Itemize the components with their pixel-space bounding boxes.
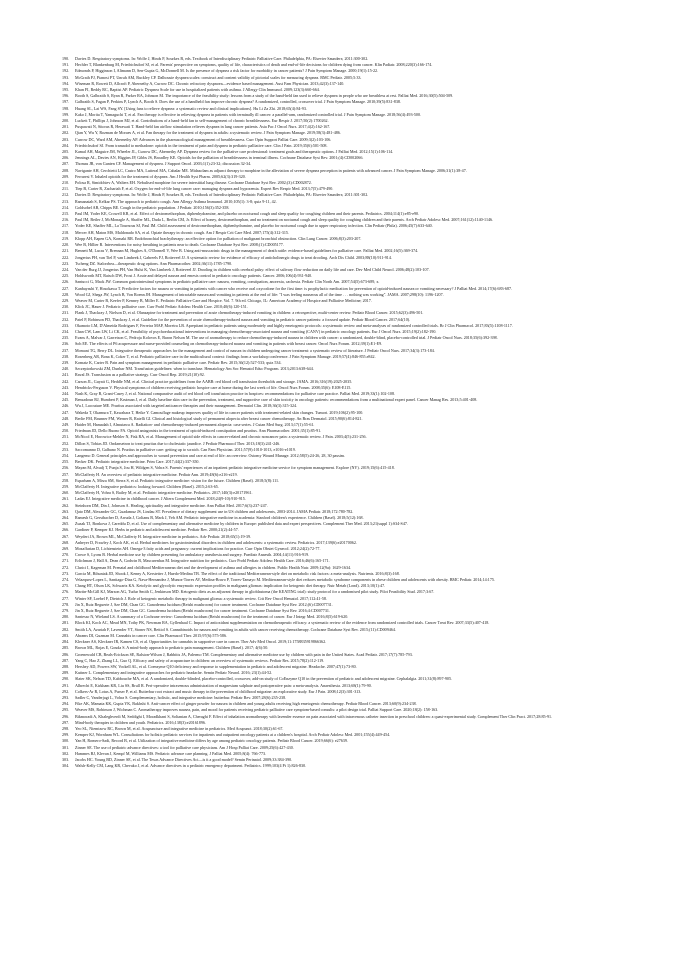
reference-text: Yan H, Romero-Sadi, Record B, et al. Utilization of integrative medicine differs by age among pediatric oncology patients. Pediatr Blood Cancer. 2019;66(6): e27639. xyxy=(75,738,348,744)
reference-number: 256. xyxy=(62,465,70,471)
reference-text: Garcia M, Bihuniak JD, Shook J, Kenny A, Kerstetter J, Huedo-Medina TB. The effect of the traditional Mediterranean-style diet on metabolic risk factors: a meta-analysis. Nutrients. 2016;8(3):168. xyxy=(75,570,400,576)
reference-text: Slater SK, Nelson TD, Kabbouche MA, et al. A randomized, double-blinded, placebo-controlled, crossover, add-on study of CoEnzyme Q10 in the prevention of pediatric and adolescent migraine. Cephalalgia. 2011;31(8):897-905. xyxy=(75,676,453,682)
reference-text: Bensadoun RJ, Humbert P, Krutman J, et al. Daily baseline skin care in the prevention, treatment, and supportive care of skin toxicity in oncology patients: recommendations from a multinational expert panel. Cancer Manag Res. 2013;5:401-408. xyxy=(75,397,478,403)
reference-text: Evans A, Malvar J, Garretson C, Pedroja Kolovos E, Baron Nelson M. The use of aromatherapy to reduce chemotherapy-induced nausea in children with cancer: a randomized, double-blind, placebo-controlled trial. J Pediatr Oncol Nurs. 2018;35(6):392-398. xyxy=(75,335,498,341)
reference-number: 272. xyxy=(62,564,70,570)
reference-number: 195. xyxy=(62,87,70,93)
reference-number: 209. xyxy=(62,173,70,179)
reference-number: 280. xyxy=(62,614,70,620)
reference-number: 224. xyxy=(62,266,70,272)
reference-number: 257. xyxy=(62,471,70,477)
reference-number: 211. xyxy=(62,186,70,192)
reference-text: Wakeda T, Okamura T, Kawahara T, Heike Y. Camouflage makeup improves quality of life in cancer patients with treatment-related skin changes. Tumori. 2019;106(2):95-100. xyxy=(75,409,364,415)
reference-text: Colkers-Ar R, Lotus A, Purser P, et al. Butterbur root extract and music therapy in the prevention of childhood migraine: an explorative study. Eur J Pain. 2008;12(3):301-313. xyxy=(75,688,362,694)
reference-number: 276. xyxy=(62,589,70,595)
reference-text: Paul IM, Yoder KE, Crowell KR, et al. Effect of dextromethorphan, diphenhydramine, and placebo on nocturnal cough and sleep quality for coughing children and their parents. Pediatrics. 2004;114(1):e85-e90. xyxy=(75,211,420,217)
reference-text: Flank J, Thackray J, Nielson D, et al. Olanzapine for treatment and prevention of acute chemotherapy-induced vomiting in children: a retrospective, multi-center review. Pediatr Blood Cancer. 2015;62(3):496-501. xyxy=(75,310,424,316)
reference-text: McGrath PJ, Pianosi PT, Unruh AM, Buckley CP. Dalhousie dyspnea scales: construct and content validity of pictorial scales for measuring dyspnea. BMC Pediatr. 2005;5:33. xyxy=(75,74,362,80)
reference-number: 225. xyxy=(62,273,70,279)
reference-text: Hershey AD, Powers SW, Vockell AL, et al. Coenzyme Q10 deficiency and response to supplementation in pediatric and adolescent migraine. Headache. 2007;47(1):73-80. xyxy=(75,663,357,669)
reference-text: Ferraresi V. Inhaled opioids for the treatment of dyspnea. Am J Health Syst Pharm. 2005;62(3):319-320. xyxy=(75,173,246,179)
reference-number: 283. xyxy=(62,632,70,638)
reference-text: McClafferty H. Integrative pediatrics: looking forward. Children (Basel). 2015;2:63-65. xyxy=(75,484,219,490)
reference-text: Thomas JR, von Gunten CF. Management of dyspnea. J Support Oncol. 2003;1(1):23-32; discussion 32-34. xyxy=(75,161,252,167)
reference-number: 255. xyxy=(62,459,70,465)
reference-text: Martin-McGill KJ, Marson AG, Tudur Smith C, Jenkinson MD. Ketogenic diets as an adjuvant therapy in glioblastoma (the KEATING trial): study protocol for a randomised pilot study. Pilot Feasibility Stud. 2017;3:67. xyxy=(75,589,435,595)
reference-text: Dillon S, Tobias JD. Ondansetron to treat pruritus due to cholestatic jaundice. J Pediatr Pharmacol Ther. 2013;18(3):241-246. xyxy=(75,440,281,446)
reference-text: Huang SL, Lai WS, Fang SY. [Using fans to relieve dyspnea: a systematic review and clinical implications]. Hu Li Za Zhi. 2018;65(4):84-93. xyxy=(75,105,307,111)
reference-text: Rosenberg AR, Bona K, Coker T, et al. Pediatric palliative care in the multicultural context: findings from a workshop conference. J Pain Symptom Manage. 2019;57(4):846-855.e842. xyxy=(75,353,376,359)
reference-number: 264. xyxy=(62,515,70,521)
reference-number: 271. xyxy=(62,558,70,564)
reference-text: Groenewald CB, Beals-Erickson SE, Ralston-Wilson J, Rabbitts JA, Palermo TM. Complementary and alternative medicine use by children with pain in the United States. Acad Pediatr. 2017;17(7):785-793. xyxy=(75,651,413,657)
reference-text: Haider M, Hamadah I, Almutawa A. Radiation- and chemotherapy-induced permanent alopecia: case series. J Cutan Med Surg. 2013;17(1):55-61. xyxy=(75,421,315,427)
reference-number: 192. xyxy=(62,68,70,74)
reference-text: Mind-body therapies in children and youth. Pediatrics. 2016;138(3):e20161896. xyxy=(75,719,206,725)
reference-text: Jin X, Ruiz Beguerie J, Sze DM, Chan GC. Ganoderma lucidum (Reishi mushroom) for cancer treatment. Cochrane Database Syst Rev. 2016;4:CD007731. xyxy=(75,608,330,614)
reference-number: 223. xyxy=(62,260,70,266)
reference-text: Esparham A, Misra SM, Sierra S, et al. Pediatric integrative medicine: vision for the future. Children (Basel). 2018;5(8):111. xyxy=(75,477,280,483)
reference-number: 238. xyxy=(62,353,70,359)
reference-text: Klopp AH, Eapen GA, Komaki RR. Endobronchial brachytherapy: an effective option for palliation of malignant bronchial obstruction. Clin Lung Cancer. 2006;8(3):203-207. xyxy=(75,235,362,241)
reference-number: 191. xyxy=(62,62,70,68)
reference-number: 200. xyxy=(62,118,70,124)
reference-number: 253. xyxy=(62,446,70,452)
reference-number: 198. xyxy=(62,105,70,111)
reference-text: Yoder KE, Shaffer ML, La Tournous SJ, Paul IM. Child assessment of dextromethorphan, diphenhydramine, and placebo for nocturnal cough due to upper respiratory infection. Clin Pediatr (Phila). 2006;45(7):633-640. xyxy=(75,223,433,229)
reference-text: Becker DK. Pediatric integrative medicine. Prim Care. 2017;44(2):337-350. xyxy=(75,459,200,465)
reference-text: Mercer AH, Maton MS, Maldonado SA, et al. Opiate therapy in chronic cough. Am J Respir Crit Care Med. 2007;175(4):312-315. xyxy=(75,229,289,235)
reference-text: Kuttner L. Complementary and integrative approaches for pediatric headache. Semin Pediatr Neurol. 2016; 23(1):44-52. xyxy=(75,670,273,676)
reference-text: Davies D. Respiratory symptoms. In: Wolfe J, Hinds P, Sourkes B, eds. Textbook of Interdisciplinary Pediatric Palliative Care. Philadelphia, PA: Elsevier Saunders; 2011:301-302. xyxy=(75,192,369,198)
reference-number: 212. xyxy=(62,192,70,198)
reference-text: Winter SF, Loebel F, Dietrich J. Role of ketogenic metabolic therapy in malignant glioma: a systematic review. Crit Rev Oncol Hematol. 2017;112:41-58. xyxy=(75,595,327,601)
reference-number: 274. xyxy=(62,577,70,583)
reference-text: Santucci G, Mack JW. Common gastrointestinal symptoms in pediatric palliative care: nausea, vomiting, constipation, anorexia, cachexia. Pediatr Clin North Am. 2007;54(5):673-689, x. xyxy=(75,279,380,285)
reference-number: 277. xyxy=(62,595,70,601)
reference-text: Ramesh G, Gerstbacher D, Arruda J, Golianu B, Mark J, Yeh AM. Pediatric integrative medicine in academia: Stanford children's experience. Children (Basel). 2018;5(12):168. xyxy=(75,515,364,521)
reference-number: 240. xyxy=(62,366,70,372)
reference-text: Jacobs HC. Young BD, Zinner SE, et al. The Texas Advance Directives Act—is it a good model? Semin Perinatol. 2009;33:384-390. xyxy=(75,756,293,762)
reference-number: 296. xyxy=(62,713,70,719)
reference-number: 222. xyxy=(62,254,70,260)
reference-number: 254. xyxy=(62,453,70,458)
reference-text: Patel P, Robinson PD, Thackray J, et al. Guideline for the prevention of acute chemotherapy-induced nausea and vomiting in pediatric cancer patients: a focused update. Pediatr Blood Cancer. 2017;64(10). xyxy=(75,316,411,322)
reference-number: 245. xyxy=(62,397,70,403)
reference-number: 261. xyxy=(62,496,70,502)
reference-number: 243. xyxy=(62,384,70,390)
reference-text: Davies D. Respiratory symptoms. In: Wolfe J, Hinds P, Sourkes B, eds. Textbook of Interdisciplinary Pediatric Palliative Care. Philadelphia, PA: Elsevier Saunders; 2011:300-302. xyxy=(75,56,369,61)
reference-text: Weaver M, Carter B, Keefer P, Kenney B, Miller E. Pediatric Palliative Care and Hospice. Vol. 7. 9th ed. Chicago, IL: American Academy of Hospice and Palliative Medicine; 2017. xyxy=(75,297,372,303)
reference-text: Wu J, Lacouture ME. Pruritus associated with targeted anticancer therapies and their management. Dermatol Clin. 2018;36(3):315-324. xyxy=(75,403,298,409)
reference-text: Mayan M, Alvadj T, Punja S, Jou H, Wildgen S, Vohra S. Parents' experiences of an inpatient pediatric integrative medicine service for symptom management. Explore (NY). 2019;15(6):415-418. xyxy=(75,465,395,471)
reference-number: 235. xyxy=(62,335,70,341)
reference-number: 239. xyxy=(62,359,70,365)
reference-text: Zuzak TJ, Bonkova J, Careddu D, et al. Use of complementary and alternative medicine by children in Europe: published data and expert perspectives. Complement Ther Med. 2013;21(suppl 1):S34-S47. xyxy=(75,521,408,527)
reference-number: 221. xyxy=(62,248,70,254)
reference-text: Fike AK, Mamata KK, Gupta YK, Bakhshi S. Anti-cancer effect of ginger powder for nausea in children and young adults receiving high emetogenic chemotherapy. Pediatr Blood Cancer. 2013;60(9):234-238. xyxy=(75,701,417,707)
reference-text: Booth S, Galbraith S, Ryan R, Parker RA, Johnson M. The importance of the feasibility study: lessons from a study of the hand-held fan used to relieve dyspnea in people who are breathless at rest. Palliat Med. 2016;30(5):504-509. xyxy=(75,93,454,99)
reference-number: 269. xyxy=(62,546,70,552)
reference-number: 246. xyxy=(62,403,70,409)
reference-number: 292. xyxy=(62,688,70,694)
reference-text: Carson JL, Guyatt G, Heddle NM, et al. Clinical practice guidelines from the AABB: red blood cell transfusion thresholds and storage. JAMA. 2016;316(19):2025-2035. xyxy=(75,378,353,384)
reference-number: 215. xyxy=(62,211,70,217)
reference-number: 199. xyxy=(62,111,70,117)
reference-number: 196. xyxy=(62,93,70,99)
reference-text: Momani TG, Berry DL. Integrative therapeutic approaches for the management and control of nausea in children undergoing cancer treatment: a systematic review of literature. J Pediatr Oncol Nurs. 2017;34(3):173-184. xyxy=(75,347,435,353)
reference-number: 282. xyxy=(62,626,70,632)
reference-number: 279. xyxy=(62,608,70,614)
reference-text: Berlie FM, Brunner FM, Werner R, Ratelli GI. Clinical and histological study of permanent alopecia after breast cancer chemotherapy. An Bras Dermatol. 2015;90(6):814-821. xyxy=(75,415,363,421)
reference-number: 262. xyxy=(62,502,70,508)
reference-text: Weaver MS, Robinson J, Wichman C. Aromatherapy improves nausea, pain, and mood for patients receiving pediatric palliative care symptom-based consults: a pilot design trial. Palliat Support Care. 2020;18(2): 158-163. xyxy=(75,707,439,713)
reference-text: Chang HT, Olson LK, Schwartz KA. Ketolytic and glycolytic enzymatic expression profiles in malignant gliomas: implication for ketogenic diet therapy. Nutr Metab (Lond). 2013;10(1):47. xyxy=(75,583,386,589)
reference-number: 207. xyxy=(62,161,70,167)
reference-text: Currow DC, Ward AM, Abernethy AP. Advances in the pharmacological management of breathlessness. Curr Opin Support Palliat Care. 2009;3(2):103-106. xyxy=(75,136,332,142)
reference-text: Chan CW, Lam LW, Li CK, et al. Feasibility of psychoeducational interventions in managing chemotherapy-associated nausea and vomiting (CANV) in pediatric oncology patients. Eur J Oncol Nurs. 2015;19(2):182-190. xyxy=(75,328,437,334)
reference-number: 268. xyxy=(62,539,70,545)
reference-number: 218. xyxy=(62,229,70,235)
reference-text: Kleckner AS, Kleckner IR, Kamen CS, et al. Opportunities for cannabis in supportive care in cancer. Ther Adv Med Oncol. 2019;11:1758835919866362. xyxy=(75,639,327,645)
reference-number: 232. xyxy=(62,316,70,322)
reference-number: 303. xyxy=(62,756,70,762)
reference-text: Polosa R, Simidchiev A, Walters EH. Nebulised morphine for severe interstitial lung disease. Cochrane Database Syst Rev. 2002;(3):CD002872. xyxy=(75,180,312,186)
reference-text: Abrams DI, Guzman M. Cannabis in cancer care. Clin Pharmacol Ther. 2015;97(6):575-586. xyxy=(75,632,228,638)
reference-text: Steinhorn DM, Din J, Johnson A. Healing, spirituality and integrative medicine. Ann Palliat Med. 2017;6(3):237-247. xyxy=(75,502,268,508)
reference-number: 304. xyxy=(62,763,70,769)
reference-number: 236. xyxy=(62,341,70,347)
reference-number: 287. xyxy=(62,657,70,663)
reference-number: 227. xyxy=(62,285,70,291)
reference-text: McClafferty H, Vohra S, Bailey M, et al. Pediatric integrative medicine. Pediatrics. 2017;140(3):e20171961. xyxy=(75,490,253,496)
reference-number: 229. xyxy=(62,297,70,303)
reference-number: 204. xyxy=(62,142,70,148)
reference-number: 259. xyxy=(62,484,70,490)
reference-number: 278. xyxy=(62,601,70,607)
reference-text: Velazquez-Lopez L, Santiago-Diaz G, Nava-Hernandez J, Munoz-Torres AV, Medina-Bravo P, Torres-Tamayo M. Mediterranean-style diet reduces metabolic syndrome components in obese children and adolescents with obesity. BMC Pediatr. 2014;14:175. xyxy=(75,577,495,583)
reference-text: Holdsworth MT, Raisch DW, Frost J. Acute and delayed nausea and emesis control in pediatric oncology patients. Cancer. 2006;106(4):931-940. xyxy=(75,273,313,279)
reference-text: Tscheng DZ. Sialorrhea—therapeutic drug options. Ann Pharmacother. 2002;36(11):1785-1790. xyxy=(75,260,233,266)
reference-number: 289. xyxy=(62,670,70,676)
reference-text: Wee B, Hillier R. Interventions for noisy breathing in patients near to death. Cochrane Database Syst Rev. 2008;(1):CD005177. xyxy=(75,242,284,248)
reference-number: 220. xyxy=(62,242,70,248)
reference-number: 197. xyxy=(62,99,70,105)
reference-number: 242. xyxy=(62,378,70,384)
reference-text: Jongerius PH, van Tiel P, van Limbeek J, Gabreels FJ, Rotteveel JJ. A systematic review for evidence of efficacy of anticholinergic drugs to treat drooling. Arch Dis Child. 2003;88(10):911-914. xyxy=(75,254,392,260)
reference-number: 291. xyxy=(62,682,70,688)
reference-number: 298. xyxy=(62,725,70,731)
reference-text: Kemper KJ, Wornham WL. Consultations for holistic pediatric services for inpatients and outpatient oncology patients at a children's hospital. Arch Pediatr Adolesc Med. 2001;155(4):449-454. xyxy=(75,732,391,738)
reference-number: 293. xyxy=(62,694,70,700)
reference-text: Goldsobel AB, Chipps BE. Cough in the pediatric population. J Pediatr. 2010;156(3):352-358. xyxy=(75,204,230,210)
reference-number: 230. xyxy=(62,304,70,310)
reference-text: Zinner SE. The use of pediatric advance directives: a tool for palliative care physicians. Am J Hosp Palliat Care. 2009;25(6):427-430. xyxy=(75,744,294,750)
reference-number: 217. xyxy=(62,223,70,229)
reference-number: 241. xyxy=(62,372,70,378)
reference-text: Szczepiorkowski ZM, Dunbar NM. Transfusion guidelines: when to transfuse. Hematology Am Soc Hematol Educ Program. 2013;2013:638-644. xyxy=(75,366,314,372)
reference-text: Galbraith S, Fagan P, Perkins P, Lynch A, Booth S. Does the use of a handheld fan improve chronic dyspnea? A randomized, controlled, crossover trial. J Pain Symptom Manage. 2010;39(5):831-838. xyxy=(75,99,401,105)
reference-text: Erlichman J, Hall A, Dean A, Godwin B, Mascarenhas M. Integrative nutrition for pediatrics. Curr Probl Pediatr Adolesc Health Care. 2016;46(6):165-171. xyxy=(75,558,330,564)
reference-text: Nash K, Gray R, Grant-Casey J, et al. National comparative audit of red blood cell transfusion practice in hospices: recommendations for palliative care practice. Palliat Med. 2019;33(1):102-108. xyxy=(75,390,396,396)
reference-number: 297. xyxy=(62,719,70,725)
reference-text: Gardiner P, Kemper KJ. Herbs in pediatric and adolescent medicine. Pediatr Rev. 2000;21(2):44-57. xyxy=(75,527,239,533)
reference-number: 206. xyxy=(62,155,70,161)
reference-text: Brown ML, Rojas E, Gouda S. A mind-body approach to pediatric pain management. Children (Basel). 2017; 4(6):50. xyxy=(75,645,269,651)
reference-number: 228. xyxy=(62,291,70,297)
reference-text: Luckett T, Phillips J, Johnson MJ, et al. Contributions of a hand-held fan to self-management of chronic breathlessness. Eur Respir J. 2017;50(2):1700262. xyxy=(75,118,329,124)
reference-number: 234. xyxy=(62,328,70,334)
reference-number: 251. xyxy=(62,434,70,440)
reference-number: 250. xyxy=(62,428,70,434)
reference-text: Qato DM, Alexander GC, Guadamuz JS, Lindau ST. Prevalence of dietary supplement use in US children and adolescents, 2003-2014. JAMA Pediatr. 2018;172:780-782. xyxy=(75,508,354,514)
reference-number: 219. xyxy=(62,235,70,241)
reference-text: Weydert JA, Brown ML, McClafferty H. Integrative medicine in pediatrics. Adv Pediatr. 2018;65(1):19-39. xyxy=(75,533,252,539)
reference-text: Van der Burg JJ, Jongerius PH, Van Hulst K, Van Limbeek J, Rotteveel JJ. Drooling in children with cerebral palsy: effect of salivary flow reduction on daily life and care. Dev Med Child Neurol. 2006;48(2):103-107. xyxy=(75,266,430,272)
reference-text: Edmonds P, Higginson I, Altmann D, Sen-Gupta G, McDonnell M. Is the presence of dyspnea a risk factor for morbidity in cancer patients? J Pain Symptom Manage. 2000;19(1):15-22. xyxy=(75,68,379,74)
reference-text: Block KI, Koch AC, Mead MN, Tothy PK, Newman RA, Gyllenhaal C. Impact of antioxidant supplementation on chemotherapeutic efficacy: a systematic review of the evidence from randomized controlled trials. Cancer Treat Rev. 2007;33(5):407-418. xyxy=(75,620,490,626)
reference-number: 244. xyxy=(62,390,70,396)
reference-number: 273. xyxy=(62,570,70,576)
reference-text: Ladas EJ. Integrative medicine in childhood cancer. J Altern Complement Med. 2018;24(9-10):910-915. xyxy=(75,496,246,502)
reference-number: 237. xyxy=(62,347,70,353)
reference-text: Raval JS. Transfusion as a palliative strategy. Curr Oncol Rep. 2019;21(10):92. xyxy=(75,372,205,378)
reference-text: Hechler T, Blankenburg M, Friedrichsdorf SJ, et al. Parents' perspective on symptoms, quality of life, characteristics of death and end-of-life decisions for children dying from cancer. Klin Padiatr. 2008;220(3):166-174. xyxy=(75,62,433,68)
reference-text: Okamoto LM, D'Almeida Rodrigues F, Ferreira MAP, Moreira LB. Aprepitant in pediatric patients using moderately and highly emetogenic protocols: a systematic review and meta-analyses of randomized controlled trials. Br J Clin Pharmacol. 2017;83(5):1108-1117. xyxy=(75,322,513,328)
reference-number: 270. xyxy=(62,552,70,558)
reference-number: 201. xyxy=(62,124,70,130)
reference-text: Friedrichsdorf SJ. From tramadol to methadone: opioids in the treatment of pain and dyspnea in pediatric palliative care. Clin J Pain. 2019;35(6):501-508. xyxy=(75,142,328,148)
reference-text: Crowe S, Lyons B. Herbal medicine use by children presenting for ambulatory anesthesia and surgery. Paediatr Anaesth. 2004;14(11):916-919. xyxy=(75,552,310,558)
reference-number: 301. xyxy=(62,744,70,750)
reference-text: Kanbayashi Y, Hosokawa T. Predictive factors for nausea or vomiting in patients with cancer who receive oral oxycodone for the first time: is prophylactic medication for prevention of opioid-induced nausea or vomiting necessary? J Palliat Med. 2014;17(6):683-687. xyxy=(75,285,513,291)
reference-text: Komatz K, Carter B. Pain and symptom management in pediatric palliative care. Pediatr Rev. 2015;36(12):527-533; quiz 534. xyxy=(75,359,282,365)
reference-number: 290. xyxy=(62,676,70,682)
reference-text: Soh EE. The effects of P6 acupressure and nurse-provided counseling on chemotherapy-induced nausea and vomiting in patients with breast cancer. Oncol Nurs Forum. 2012;39(1):E1-E9. xyxy=(75,341,383,347)
reference-number: 190. xyxy=(62,56,70,61)
reference-number: 203. xyxy=(62,136,70,142)
reference-text: Kamal AH, Maguire JM, Wheeler JL, Currow DC, Abernethy AP. Dyspnea review for the palliative care professional: treatment goals and therapeutic options. J Palliat Med. 2012;15(1):106-114. xyxy=(75,149,394,155)
reference-number: 285. xyxy=(62,645,70,651)
reference-text: Albrecht E, Kirkham KR, Liu SS, Brull R. Peri-operative intravenous administration of magnesium sulphate and postoperative pain: a meta-analysis. Anaesthesia. 2013;68(1):79-90. xyxy=(75,682,372,688)
reference-number: 266. xyxy=(62,527,70,533)
reference-list xyxy=(62,56,616,769)
reference-number: 260. xyxy=(62,490,70,496)
reference-number: 302. xyxy=(62,750,70,756)
reference-number: 249. xyxy=(62,421,70,427)
reference-text: Yang C, Hao Z, Zhang LL, Guo Q. Efficacy and safety of acupuncture in children: an overview of systematic reviews. Pediatr Res. 2015;78(2):112-119. xyxy=(75,657,325,663)
reference-text: Yeo SL, Niemtzow RC, Brown M, et al. Acupuncture and integrative medicine in pediatrics. Med Acupunct. 2018;30(2):61-67. xyxy=(75,725,284,731)
reference-number: 294. xyxy=(62,701,70,707)
reference-number: 194. xyxy=(62,80,70,86)
reference-number: 226. xyxy=(62,279,70,285)
reference-number: 205. xyxy=(62,149,70,155)
reference-text: Saccomanno D, Galbano N. Pruritus in palliative care: getting up to scratch. Can Fam Physician. 2011;57(9):1010-1013, e1016-e1019. xyxy=(75,446,296,452)
reference-number: 288. xyxy=(62,663,70,669)
reference-number: 275. xyxy=(62,583,70,589)
reference-text: Hendricks-Ferguson V. Physical symptoms of children receiving pediatric hospice care at home during the last week of life. Oncol Nurs Forum. 2008;35(6): E108-E115. xyxy=(75,384,352,390)
reference-text: McNicol E, Horowicz-Mehler N, Fisk RA, et al. Management of opioid side effects in cancer-related and chronic noncancer pain: a systematic review. J Pain. 2003;4(5):231-256. xyxy=(75,434,367,440)
reference-number: 281. xyxy=(62,620,70,626)
reference-text: Wood GJ, Shega JW, Lynch B, Von Roenn JH. Management of intractable nausea and vomiting in patients at the end of life: "I was feeling nauseous all of the time . . . nothing was working". JAMA. 2007;298(10): 1196-1207. xyxy=(75,291,444,297)
reference-text: Wiseman R, Rowett D, Allcroft P, Abernethy A, Currow DC. Chronic refractory dyspnoea—evidence based management. Aust Fam Physician. 2013;42(3):137-140. xyxy=(75,80,345,86)
reference-number: 202. xyxy=(62,130,70,136)
reference-text: Anheyer D, Frawley J, Koch AK, et al. Herbal medicines for gastrointestinal disorders in children and adolescents: a systematic review. Pediatrics. 2017;139(6):e20170062. xyxy=(75,539,357,545)
reference-text: Bikmoradi A, Khaleghverdi M, Seddighi I, Moradkhani S, Soltanian A, Cheraghi F. Effect of inhalation aromatherapy with lavender essence on pain associated with intravenous catheter insertion in preschool children: a quasi-experimental study. Complement Ther Clin Pract. 2017;28:85-91. xyxy=(75,713,553,719)
reference-text: Hammes BJ, Klevan J, Kempf M, Williams MS. Pediatric advance care planning. J Palliat Med. 2005;8(4): 766-773. xyxy=(75,750,267,756)
reference-item xyxy=(62,763,616,769)
reference-text: Qian Y, Wu Y, Rozman de Moraes A, et al. Fan therapy for the treatment of dyspnea in adults: a systematic review. J Pain Symptom Manage. 2019;58(3):481-486. xyxy=(75,130,341,136)
reference-number: 299. xyxy=(62,732,70,738)
reference-text: Smith LA, Azariah F, Lavender VT, Stoner NS, Bettiol S. Cannabinoids for nausea and vomiting in adults with cancer receiving chemotherapy. Cochrane Database Syst Rev. 2015;(11):CD009464. xyxy=(75,626,396,632)
reference-number: 210. xyxy=(62,180,70,186)
reference-text: Clarici I, Kageman M. Prenatal and childhood Mediterranean diet and the development of asthma and allergies in children. Public Health Nutr. 2009;12(9a): 1629-1634. xyxy=(75,564,352,570)
reference-number: 300. xyxy=(62,738,70,744)
reference-number: 284. xyxy=(62,639,70,645)
reference-text: Tiep B, Carter R, Zachariah F, et al. Oxygen for end-of-life lung cancer care: managing dyspnea and hypoxemia. Expert Rev Respir Med. 2013;7(5):479-490. xyxy=(75,186,334,192)
reference-number: 247. xyxy=(62,409,70,415)
reference-text: Jennings AL, Davies AN, Higgins JP, Gibbs JS, Broadley KE. Opioids for the palliation of breathlessness in terminal illness. Cochrane Database Syst Rev. 2001;(4):CD002066. xyxy=(75,155,364,161)
reference-number: 231. xyxy=(62,310,70,316)
reference-text: Walsh-Kelly CM, Lang KR, Chevako J, et al. Advance directives in a pediatric emergency department. Pediatrics. 1999;103(4 Pt 1):826-830. xyxy=(75,763,307,769)
reference-text: Puspawati N, Sitorus R, Herawati T. Hand-held fan airflow stimulation relieves dyspnea in lung cancer patients. Asia Pac J Oncol Nurs. 2017;4(2):162-167. xyxy=(75,124,331,130)
reference-text: Sadler C, Vanderjagt L, Vohra S. Complementary, holistic, and integrative medicine: butterbur. Pediatr Rev. 2007;28(6):235-238. xyxy=(75,694,287,700)
reference-number: 193. xyxy=(62,74,70,80)
reference-text: Navigante AH, Cerchietti LC, Castro MA, Lutteral MA, Cabalar ME. Midazolam as adjunct therapy to morphine in the alleviation of severe dyspnea perception in patients with advanced cancer. J Pain Symptom Manage. 2006;31(1):38-47. xyxy=(75,167,467,173)
reference-text: Paul IM, Beiler J, McMonagle A, Shaffer ML, Duda L, Berlin CM, Jr. Effect of honey, dextromethorphan, and no treatment on nocturnal cough and sleep quality for coughing children and their parents. Arch Pediatr Adolesc Med. 2007;161(12):1140-1146. xyxy=(75,217,494,223)
reference-number: 248. xyxy=(62,415,70,421)
reference-text: Mozaffarian D, Lichtenstein AH. Omega-3 fatty acids and pregnancy: current implications for practice. Curr Opin Obstet Gynecol. 2012;24(2):72-77. xyxy=(75,546,321,552)
reference-number: 286. xyxy=(62,651,70,657)
reference-text: Jin X, Ruiz Beguerie J, Sze DM, Chan GC. Ganoderma lucidum (Reishi mushroom) for cancer treatment. Cochrane Database Syst Rev. 2012;(6):CD007731. xyxy=(75,601,333,607)
reference-text: Kako J, Morita T, Yamaguchi T, et al. Fan therapy is effective in relieving dyspnea in patients with terminally ill cancer: a parallel-arm, randomized controlled trial. J Pain Symptom Manage. 2018;56(4):493-500. xyxy=(75,111,422,117)
reference-text: Santesso N, Wieland LS. A summary of a Cochrane review: Ganoderma lucidum (Reishi mushroom) for the treatment of cancer. Eur J Integr Med. 2016;8(5):619-620. xyxy=(75,614,349,620)
reference-number: 214. xyxy=(62,204,70,210)
reference-text: Ramanaiah S, Kelkar PS. The approach to pediatric cough. Ann Allergy Asthma Immunol. 2010;105(1): 3-8; quiz 9-11, 42. xyxy=(75,198,277,204)
reference-number: 213. xyxy=(62,198,70,204)
reference-text: McClafferty H. An overview of pediatric integrative medicine. Pediatr Ann. 2019;48(6):e216-e219. xyxy=(75,471,238,477)
reference-text: Klick JC, Hauer J. Pediatric palliative care. Curr Probl Pediatr Adolesc Health Care. 2010;40(6):120-151. xyxy=(75,304,248,310)
reference-number: 267. xyxy=(62,533,70,539)
reference-text: Langemo D. General principles and approaches to wound prevention and care at end of life: an overview. Ostomy Wound Manage. 2012;58(5):24-26, 28, 30 passim. xyxy=(75,453,346,458)
reference-number: 216. xyxy=(62,217,70,223)
reference-number: 252. xyxy=(62,440,70,446)
reference-text: Friedman JD, Dello Buono FA. Opioid antagonists in the treatment of opioid-induced constipation and pruritus. Ann Pharmacother. 2001;35(1):85-91. xyxy=(75,428,322,434)
reference-number: 263. xyxy=(62,508,70,514)
reference-text: Bennett M, Lucas V, Brennan M, Hughes A, O'Donnell V, Wee B. Using anti-muscarinic drugs in the management of death rattle: evidence-based guidelines for palliative care. Palliat Med. 2002;16(5):369-374. xyxy=(75,248,419,254)
reference-number: 295. xyxy=(62,707,70,713)
reference-number: 258. xyxy=(62,477,70,483)
reference-number: 265. xyxy=(62,521,70,527)
reference-number: 208. xyxy=(62,167,70,173)
reference-text: Khan FI, Reddy RC, Baptist AP. Pediatric Dyspnea Scale for use in hospitalized patients with asthma. J Allergy Clin Immunol. 2009;123(3):660-664. xyxy=(75,87,320,93)
reference-number: 233. xyxy=(62,322,70,328)
